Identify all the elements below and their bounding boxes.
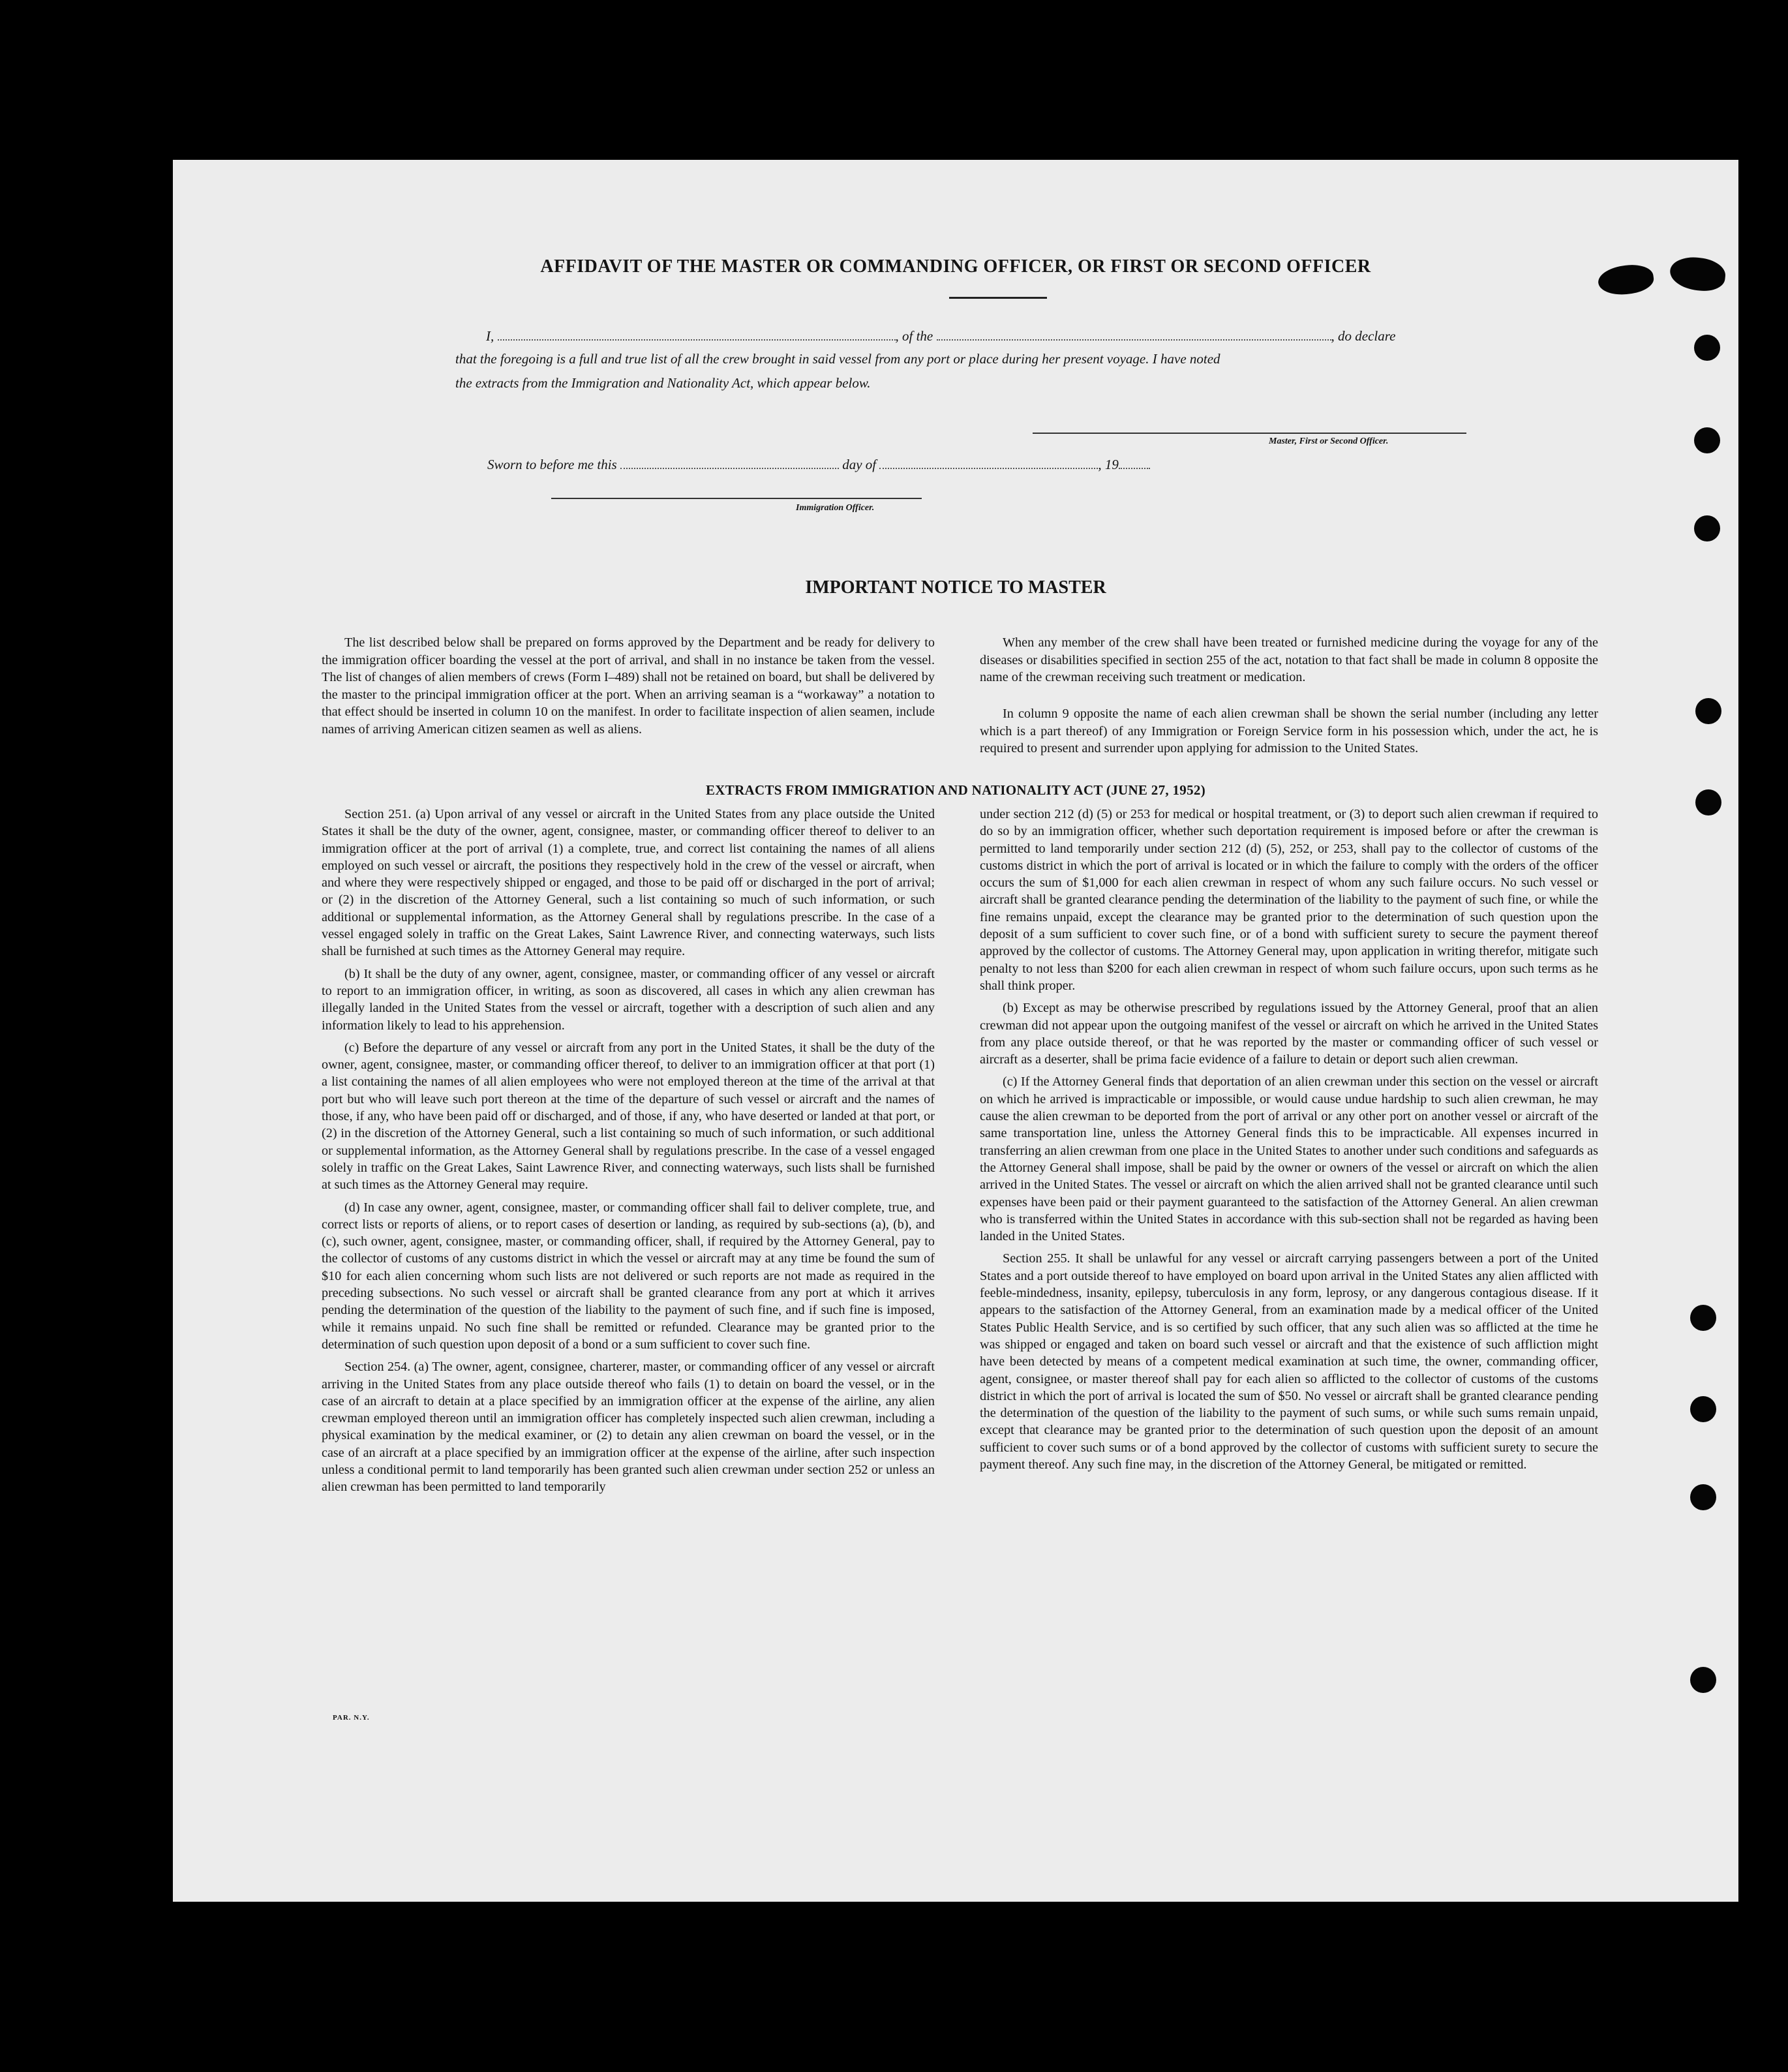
binder-hole bbox=[1694, 515, 1720, 541]
binder-hole bbox=[1694, 335, 1720, 361]
decl-do-declare: , do declare bbox=[1331, 328, 1396, 344]
extracts-right-column bbox=[980, 806, 1598, 1478]
binder-hole bbox=[1695, 698, 1721, 724]
sworn-day-of: day of bbox=[842, 457, 877, 472]
sworn-month-blank[interactable] bbox=[879, 455, 1098, 469]
section-255: Section 255. It shall be unlawful for any vessel or aircraft carrying passengers between a port of the United States and a port outside thereof to have employed on board upon arrival in the United States any alien afflicted with feeble-mindedness, insanity, epilepsy, tuberculosis in any form, leprosy, or any dangerous contagious disease. If it appears to the satisfaction of the Attorney General, from an examination made by a medical officer of the United States Public Health Service, and is so certified by such officer, that any such alien was so afflicted at the time he was shipped or engaged and taken on board such vessel or aircraft and that the existence of such affliction might have been detected by means of a competent medical examination at such time, the owner, commanding officer, agent, consignee, or master thereof shall pay for each alien so afflicted to the collector of customs of the customs district in which the port of arrival is located the sum of $50. No vessel or aircraft shall be granted clearance pending the determination of the question of the liability to the payment of such sums, or while such sums remain unpaid, except that clearance may be granted prior to the determination of such question upon the deposit of an amount sufficient to cover such sums or of a bond approved by the collector of customs with sufficient surety to secure the payment thereof. Any such fine may, in the discretion of the Attorney General, be mitigated or remitted. bbox=[980, 1251, 1598, 1472]
sworn-year-blank[interactable] bbox=[1119, 455, 1150, 469]
section-251-d: (d) In case any owner, agent, consignee, master, or commanding officer shall fail to deliver complete, true, and correct lists or reports of aliens, or to report cases of desertion or landing, as required by sub-sections (a), (b), and (c), such owner, agent, consignee, master, or commanding officer, shall, if required by the Attorney General, pay to the collector of customs of any customs district in which the vessel or aircraft may at any time be found the sum of $10 for each alien concerning whom such lists are not delivered or such reports are not made as required in the preceding subsections. No such vessel or aircraft shall be granted clearance from any port at which it arrives pending the determination of the question of the liability to the payment of such fine, and if such fine is imposed, while it remains unpaid. No such fine shall be remitted or refunded. Clearance may be granted prior to the determination of such question upon deposit of a bond or a sum sufficient to cover such fine. bbox=[322, 1200, 935, 1352]
immigration-officer-signature-line[interactable] bbox=[551, 498, 922, 499]
section-254-b: (b) Except as may be otherwise prescribed by regulations issued by the Attorney General, proof that an alien crewman did not appear upon the outgoing manifest of the vessel or aircraft on which he arrived in the United States from any place outside thereof, or that he was reported by the master or commanding officer of such vessel or aircraft as a deserter, shall be prima facie evidence of a failure to detain or deport such alien crewman. bbox=[980, 1001, 1598, 1067]
vessel-blank[interactable] bbox=[937, 326, 1331, 341]
sworn-day-blank[interactable] bbox=[620, 455, 839, 469]
extracts-left-column bbox=[322, 806, 935, 1501]
declaration-line-1 bbox=[486, 326, 1395, 344]
binder-hole bbox=[1694, 427, 1720, 453]
section-254-a-continued: under section 212 (d) (5) or 253 for medical or hospital treatment, or (3) to deport such alien crewman if required to do so by an immigration officer, whether such deportation requirement is imposed before or after the crewman is permitted to land temporarily under section 212 (d) (5), 252, or 253, shall pay to the collector of customs of the customs district in which the port of arrival is located or in which the failure to comply with the orders of the officer occurs the sum of $1,000 for each alien crewman in respect of whom any such failure occurs. No such vessel or aircraft shall be granted clearance pending the determination of the liability to the payment of such fine, or while the fine remains unpaid, except the clearance may be granted prior to the determination of such question upon the deposit of a sum sufficient to cover such fine, or of a bond with sufficient surety to secure the payment thereof approved by the collector of customs. The Attorney General may, upon application in writing therefor, mitigate such penalty to not less than $200 for each alien crewman in respect of whom such failure occurs, upon such terms as he shall think proper. bbox=[980, 807, 1598, 993]
title-underline bbox=[949, 297, 1047, 299]
document-page bbox=[173, 160, 1738, 1902]
notice-left-paragraph: The list described below shall be prepared on forms approved by the Department and be ready for delivery to the immigration officer boarding the vessel at the port of arrival, and shall in no instance be taken from the vessel. The list of changes of alien members of crews (Form I–489) shall not be retained on board, but shall be delivered by the master to the principal immigration officer at the port. When an arriving seaman is a “workaway” a notation to that effect should be inserted in column 10 on the manifest. In order to facilitate inspection of alien seamen, include names of arriving American citizen seamen as well as aliens. bbox=[322, 635, 935, 737]
section-251-b: (b) It shall be the duty of any owner, agent, consignee, master, or commanding officer of any vessel or aircraft to report to an immigration officer, in writing, as soon as discovered, all cases in which any alien crewman has illegally landed in the United States from the vessel or aircraft, together with a description of such alien and any information likely to lead to his apprehension. bbox=[322, 966, 935, 1033]
master-label: Master, First or Second Officer. bbox=[1269, 436, 1389, 446]
section-251-a: Section 251. (a) Upon arrival of any vessel or aircraft in the United States from any place outside the United States it shall be the duty of the owner, agent, consignee, master, or commanding officer thereof to deliver to an immigration officer at the port of arrival (1) a complete, true, and correct list containing the names of all aliens employed on such vessel or aircraft, the positions they respectively hold in the crew of the vessel or aircraft, when and where they were respectively shipped or engaged, and those to be paid off or discharged in the port of arrival; or (2) in the discretion of the Attorney General, such a list containing so much of such information, or such additional or supplemental information, as the Attorney General shall by regulations prescribe. In the case of a vessel engaged solely in traffic on the Great Lakes, Saint Lawrence River, and connecting waterways, such lists shall be furnished at such times as the Attorney General may require. bbox=[322, 807, 935, 959]
binder-hole bbox=[1690, 1305, 1716, 1331]
notice-right-paragraph-1: When any member of the crew shall have been treated or furnished medicine during the voyage for any of the diseases or disabilities specified in section 255 of the act, notation to that fact shall be made in column 8 opposite the name of the crewman receiving such treatment or medication. bbox=[980, 635, 1598, 684]
binder-hole bbox=[1690, 1484, 1716, 1510]
sworn-line bbox=[487, 455, 1150, 473]
affidavit-title: AFFIDAVIT OF THE MASTER OR COMMANDING OFFICER, OR FIRST OR SECOND OFFICER bbox=[540, 256, 1371, 277]
immigration-officer-label: Immigration Officer. bbox=[796, 503, 875, 513]
sworn-year: , 19 bbox=[1098, 457, 1119, 472]
name-blank[interactable] bbox=[498, 326, 896, 341]
decl-i: I, bbox=[486, 328, 494, 344]
extracts-title: EXTRACTS FROM IMMIGRATION AND NATIONALITY ACT (JUNE 27, 1952) bbox=[706, 782, 1205, 798]
section-254-c: (c) If the Attorney General finds that deportation of an alien crewman under this section on the vessel or aircraft on which he arrived is impracticable or impossible, or would cause undue hardship to such alien crewman, he may cause the alien crewman to be deported from the port of arrival or any other port on another vessel or aircraft of the same transportation line, unless the Attorney General finds this to be impracticable. All expenses incurred in transferring an alien crewman from one place in the United States to another under such conditions and safeguards as the Attorney General shall impose, shall be paid by the owner or owners of the vessel or aircraft on which the alien arrived in the United States. The vessel or aircraft on which the alien arrived shall not be granted clearance until such expenses have been paid or their payment guaranteed to the satisfaction of the Attorney General. An alien crewman who is transferred within the United States in accordance with this sub-section shall not be regarded as having been landed in the United States. bbox=[980, 1074, 1598, 1244]
declaration-line-3: the extracts from the Immigration and Nationality Act, which appear below. bbox=[455, 375, 871, 391]
printer-mark: PAR. N.Y. bbox=[333, 1714, 370, 1722]
binder-hole bbox=[1690, 1667, 1716, 1693]
notice-title: IMPORTANT NOTICE TO MASTER bbox=[805, 577, 1106, 598]
decl-of-the: , of the bbox=[895, 328, 933, 344]
binder-hole bbox=[1690, 1396, 1716, 1422]
sworn-prefix: Sworn to before me this bbox=[487, 457, 617, 472]
master-signature-line[interactable] bbox=[1033, 433, 1466, 434]
section-251-c: (c) Before the departure of any vessel or aircraft from any port in the United States, it shall be the duty of the owner, agent, consignee, master, or commanding officer thereof, to deliver to an immigration officer at that port (1) a list containing the names of all alien employees who were not employed thereon at the time of the arrival at that port but who will leave such port thereon at the time of the departure of such vessel or aircraft and the names of those, if any, who have been paid off or discharged, and of those, if any, who have deserted or landed at that port, or (2) in the discretion of the Attorney General, such a list containing so much of such information, or such additional or supplemental information, as the Attorney General shall by regulations prescribe. In the case of a vessel engaged solely in traffic on the Great Lakes, Saint Lawrence River, and connecting waterways, such lists shall be furnished at such times as the Attorney General may require. bbox=[322, 1040, 935, 1193]
section-254-a: Section 254. (a) The owner, agent, consignee, charterer, master, or commanding officer of any vessel or aircraft arriving in the United States from any place outside thereof who fails (1) to detain on board the vessel, or in the case of an aircraft to detain at a place specified by an immigration officer at the expense of the airline, any alien crewman employed thereon until an immigration officer has completely inspected such alien crewman, including a physical examination by the medical examiner, or (2) to detain any alien crewman on board the vessel, or in the case of an aircraft at a place specified by an immigration officer at the expense of the airline, after such inspection unless a conditional permit to land temporarily has been granted such alien crewman under section 252 or unless an alien crewman has been permitted to land temporarily bbox=[322, 1360, 935, 1495]
notice-right-paragraph-2: In column 9 opposite the name of each alien crewman shall be shown the serial number (including any letter which is a part thereof) of any Immigration or Foreign Service form in his possession which, under the act, he is required to present and surrender upon applying for admission to the United States. bbox=[980, 707, 1598, 755]
declaration-line-2: that the foregoing is a full and true list of all the crew brought in said vessel from any port or place during her present voyage. I have noted bbox=[455, 351, 1220, 367]
